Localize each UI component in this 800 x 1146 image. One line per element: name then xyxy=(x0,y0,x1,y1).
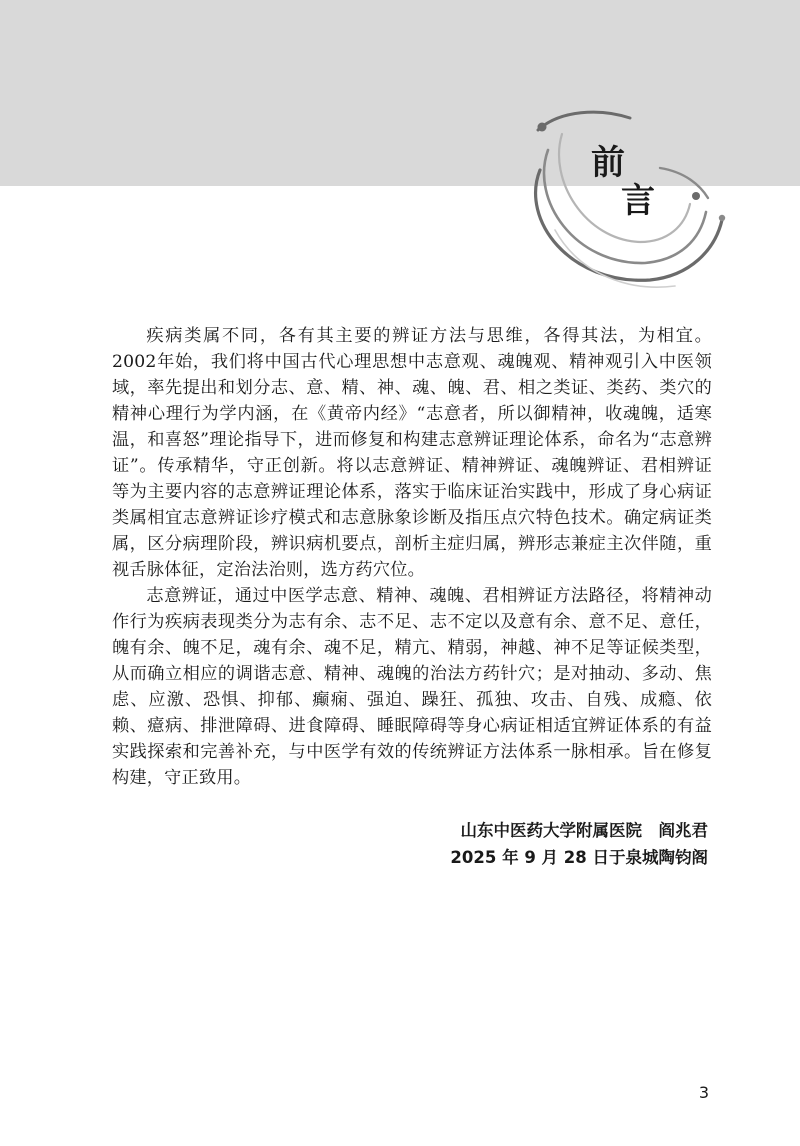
right-arc xyxy=(660,168,708,198)
top-swoosh xyxy=(538,112,630,130)
top-dot xyxy=(538,123,547,132)
signature-block xyxy=(450,817,708,871)
author-line: 山东中医药大学附属医院 阎兆君 xyxy=(460,821,708,840)
paragraph-1: 疾病类属不同，各有其主要的辨证方法与思维，各得其法，为相宜。2002年始，我们将中国古代心理思想中志意观、魂魄观、精神观引入中医领域，率先提出和划分志、意、精、神、魂、魄、君、相之类证、类药、类穴的精神心理行为学内涵，在《黄帝内经》“志意者，所以御精神，收魂魄，适寒温，和喜怒”理论指导下，进而修复和构建志意辨证理论体系，命名为“志意辨证”。传承精华，守正创新。将以志意辨证、精神辨证、魂魄辨证、君相辨证等为主要内容的志意辨证理论体系，落实于临床证治实践中，形成了身心病证类属相宜志意辨证诊疗模式和志意脉象诊断及指压点穴特色技术。确定病证类属，区分病理阶段，辨识病机要点，剖析主症归属，辨形志兼症主次伴随，重视舌脉体征，定治法治则，选方药穴位。 xyxy=(112,326,712,580)
date-line: 2025 年 9 月 28 日于泉城陶钧阁 xyxy=(450,848,708,867)
right-dot-small xyxy=(719,215,725,221)
page-number: 3 xyxy=(698,1083,709,1102)
heading-char-2: 言 xyxy=(621,181,655,221)
heading-char-1: 前 xyxy=(591,143,625,183)
right-dot xyxy=(692,192,700,200)
preface-body xyxy=(112,323,712,791)
paragraph-2: 志意辨证，通过中医学志意、精神、魂魄、君相辨证方法路径，将精神动作行为疾病表现类分为志有余、志不足、志不定以及意有余、意不足、意任，魄有余、魄不足，魂有余、魂不足，精亢、精弱，神越、神不足等证候类型，从而确立相应的调谐志意、精神、魂魄的治法方药针穴；是对抽动、多动、焦虑、应激、恐惧、抑郁、癫痫、强迫、躁狂、孤独、攻击、自残、成瘾、依赖、癔病、排泄障碍、进食障碍、睡眠障碍等身心病证相适宜辨证体系的有益实践探索和完善补充，与中医学有效的传统辨证方法体系一脉相承。旨在修复构建，守正致用。 xyxy=(112,586,712,788)
ornamental-arcs xyxy=(500,100,740,300)
